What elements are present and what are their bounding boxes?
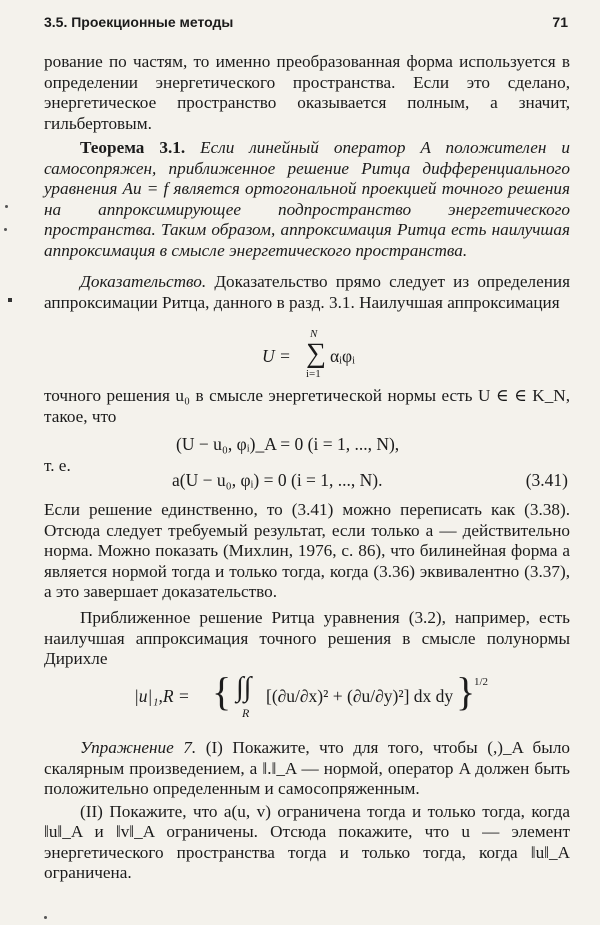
sum-lower-limit: i=1 [306,368,321,380]
margin-mark [8,298,12,302]
proof-label: Доказательство. [80,272,207,291]
paragraph-uniqueness [44,500,570,603]
proof-text: Доказательство прямо следует из определения аппроксимации Ритца, данного в разд. 3.1. Наилучшая аппроксимация [44,272,571,312]
exercise-part-1: (I) Покажите, что для того, чтобы (,)_A было скалярным произведением, а ‖.‖_A — нормой, оператор A должен быть положительно определенным и самосопряженным. [44,738,571,798]
sum-term: αᵢφᵢ [330,346,355,366]
margin-dot [4,228,7,231]
exercise-label: Упражнение 7. [80,738,197,757]
integral-domain: R [242,706,250,720]
paragraph-text: рование по частям, то именно преобразованная форма используется в определении энергетического пространства. Если это сделано, энергетическое пространство оказывается полным, а значит, гильбертовым. [44,52,570,133]
margin-dot [5,205,8,208]
paragraph-energy-space [44,52,570,134]
theorem-body: Если линейный оператор A положителен и самосопряжен, приближенное решение Ритца дифференциального уравнения Au = f является ортогональной проекцией точного решения на аппроксимирующее подпространство энергетического пространства. Таким образом, аппроксимация Ритца есть наилучшая аппроксимация в смысле энергетического пространства. [44,138,571,260]
left-brace: { [212,669,232,714]
paragraph-exact-solution [44,386,570,427]
power-exponent: 1/2 [474,676,489,688]
te-label: т. е. [44,456,71,475]
running-header [44,14,568,36]
double-integral-sign: ∫∫ [236,672,252,703]
seminorm-lhs: |u|₁,R = [134,686,190,706]
page-number: 71 [552,14,568,30]
right-brace: } [456,669,476,714]
paragraph-dirichlet [44,608,570,670]
equation-bilinear: a(U − u₀, φᵢ) = 0 (i = 1, ..., N). [172,470,383,490]
integrand: [(∂u/∂x)² + (∂u/∂y)²] dx dy [266,686,454,706]
exercise-part-2: (II) Покажите, что a(u, v) ограничена тогда и только тогда, когда ‖u‖_A и ‖v‖_A ограничены. Отсюда покажите, что u — элемент энергетического пространства тогда и только тогда, когда ‖u‖_A ограничена. [44,801,570,882]
paragraph-text: Если решение единственно, то (3.41) можно переписать как (3.38). Отсюда следует требуемый результат, если только a — действительно норма. Можно показать (Михлин, 1976, с. 86), что билинейная форма a является нормой тогда и только тогда, когда (3.36) эквивалентно (3.37), а это завершает доказательство. [44,500,570,601]
paragraph-text: Приближенное решение Ритца уравнения (3.2), например, есть наилучшая аппроксимация точного решения в смысле полунормы Дирихле [44,608,570,668]
equation-lhs: U = [262,346,291,366]
equation-number: (3.41) [525,470,568,490]
equation-orthogonality: (U − u₀, φᵢ)_A = 0 (i = 1, ..., N), [176,434,400,454]
sum-upper-limit: N [310,328,318,340]
paragraph-text: точного решения u₀ в смысле энергетической нормы есть U ∈ ∈ K_N, такое, что [44,386,570,426]
exercise-7 [44,738,570,884]
proof-paragraph [44,272,570,313]
theorem-3-1 [44,138,570,261]
theorem-label: Теорема 3.1. [80,138,186,157]
equation-dirichlet-seminorm [134,669,494,726]
sum-sign: ∑ [306,338,326,369]
equation-ritz-sum [262,330,382,380]
section-title: 3.5. Проекционные методы [44,14,234,30]
margin-dot [44,916,47,919]
